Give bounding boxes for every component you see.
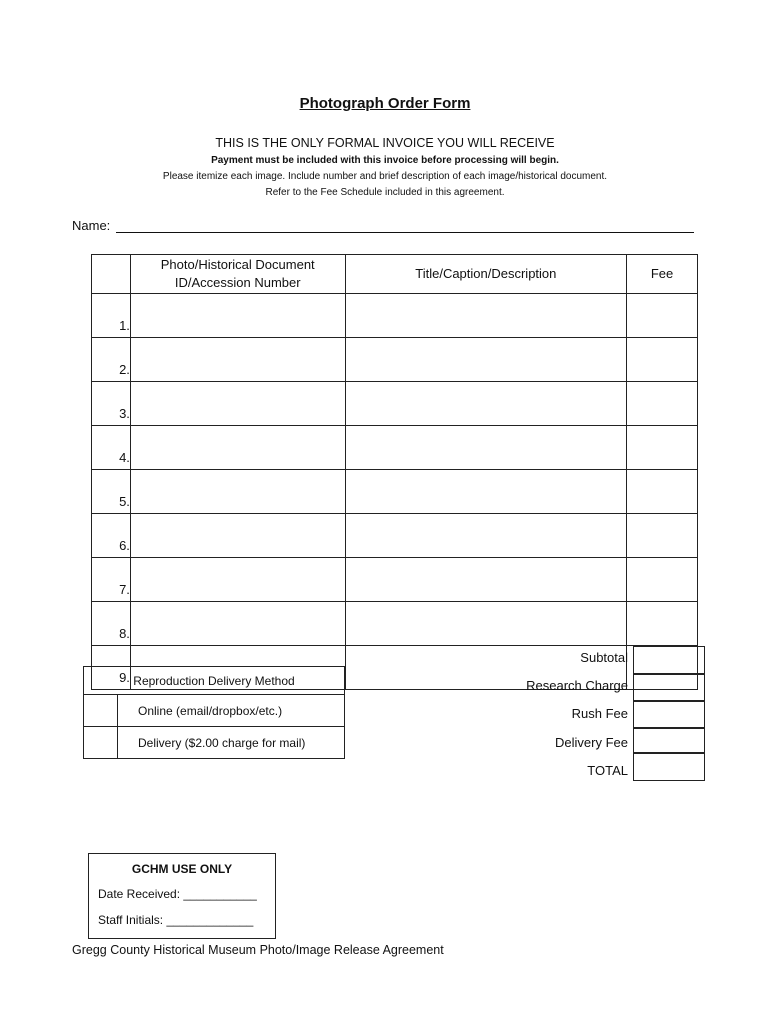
order-row bbox=[92, 294, 698, 338]
id-column-header-line1: Photo/Historical Document bbox=[160, 257, 315, 272]
fee-cell[interactable] bbox=[627, 470, 698, 514]
staff-initials-field[interactable]: Staff Initials: _____________ bbox=[98, 913, 254, 927]
row-number-header bbox=[92, 255, 131, 294]
title-cell[interactable] bbox=[345, 382, 627, 426]
fee-schedule-note: Refer to the Fee Schedule included in this agreement. bbox=[265, 187, 505, 198]
title-cell[interactable] bbox=[345, 514, 627, 558]
fee-cell[interactable] bbox=[627, 426, 698, 470]
total-field[interactable] bbox=[633, 752, 705, 781]
row-number: 6. bbox=[92, 514, 131, 558]
research-charge-field[interactable] bbox=[633, 673, 705, 702]
rush-fee-field[interactable] bbox=[633, 700, 705, 729]
research-charge-label: Research Charge bbox=[526, 678, 628, 693]
fee-cell[interactable] bbox=[627, 602, 698, 646]
id-cell[interactable] bbox=[130, 602, 345, 646]
invoice-notice: THIS IS THE ONLY FORMAL INVOICE YOU WILL RECEIVE bbox=[215, 136, 555, 150]
fee-column-header: Fee bbox=[627, 255, 698, 294]
subtotal-label: Subtotal bbox=[580, 650, 628, 665]
id-cell[interactable] bbox=[130, 382, 345, 426]
row-number: 2. bbox=[92, 338, 131, 382]
id-cell[interactable] bbox=[130, 470, 345, 514]
footer-text: Gregg County Historical Museum Photo/Image Release Agreement bbox=[72, 943, 444, 957]
rush-fee-label: Rush Fee bbox=[571, 706, 628, 721]
row-number: 4. bbox=[92, 426, 131, 470]
name-field[interactable] bbox=[116, 232, 694, 233]
id-cell[interactable] bbox=[130, 558, 345, 602]
row-number: 9. bbox=[92, 646, 131, 690]
order-table bbox=[91, 254, 698, 690]
row-number: 3. bbox=[92, 382, 131, 426]
title-cell[interactable] bbox=[345, 470, 627, 514]
title-cell[interactable] bbox=[345, 294, 627, 338]
title-cell[interactable] bbox=[345, 426, 627, 470]
payment-note: Payment must be included with this invoice before processing will begin. bbox=[211, 155, 559, 166]
order-row bbox=[92, 470, 698, 514]
office-use-box bbox=[88, 853, 276, 939]
fee-cell[interactable] bbox=[627, 294, 698, 338]
order-row bbox=[92, 426, 698, 470]
delivery-fee-field[interactable] bbox=[633, 727, 705, 754]
name-label: Name: bbox=[72, 218, 111, 233]
total-label: TOTAL bbox=[587, 763, 628, 778]
order-row bbox=[92, 602, 698, 646]
order-row bbox=[92, 338, 698, 382]
title-cell[interactable] bbox=[345, 558, 627, 602]
row-number: 5. bbox=[92, 470, 131, 514]
online-option-label: Online (email/dropbox/etc.) bbox=[118, 695, 345, 727]
fee-cell[interactable] bbox=[627, 558, 698, 602]
order-row bbox=[92, 514, 698, 558]
mail-option-label: Delivery ($2.00 charge for mail) bbox=[118, 727, 345, 759]
id-cell[interactable] bbox=[130, 426, 345, 470]
office-use-header: GCHM USE ONLY bbox=[131, 862, 233, 876]
fee-cell[interactable] bbox=[627, 338, 698, 382]
id-cell[interactable] bbox=[130, 294, 345, 338]
row-number: 8. bbox=[92, 602, 131, 646]
delivery-fee-label: Delivery Fee bbox=[555, 735, 628, 750]
id-cell[interactable] bbox=[130, 514, 345, 558]
online-checkbox[interactable] bbox=[84, 695, 118, 727]
fee-cell[interactable] bbox=[627, 514, 698, 558]
id-column-header bbox=[130, 255, 345, 294]
id-cell[interactable] bbox=[130, 338, 345, 382]
order-row bbox=[92, 382, 698, 426]
delivery-method-header: Reproduction Delivery Method bbox=[84, 667, 345, 695]
title-cell[interactable] bbox=[345, 602, 627, 646]
order-table-header bbox=[92, 255, 698, 294]
title-column-header: Title/Caption/Description bbox=[345, 255, 627, 294]
id-column-header-line2: ID/Accession Number bbox=[174, 275, 301, 290]
date-received-field[interactable]: Date Received: ___________ bbox=[98, 887, 257, 901]
fee-cell[interactable] bbox=[627, 382, 698, 426]
delivery-method-table bbox=[83, 666, 345, 759]
order-row bbox=[92, 558, 698, 602]
title-cell[interactable] bbox=[345, 338, 627, 382]
itemize-note: Please itemize each image. Include number and brief description of each image/historical document. bbox=[162, 171, 608, 182]
row-number: 7. bbox=[92, 558, 131, 602]
subtotal-field[interactable] bbox=[633, 646, 705, 675]
form-title: Photograph Order Form bbox=[299, 95, 471, 112]
row-number: 1. bbox=[92, 294, 131, 338]
mail-checkbox[interactable] bbox=[84, 727, 118, 759]
